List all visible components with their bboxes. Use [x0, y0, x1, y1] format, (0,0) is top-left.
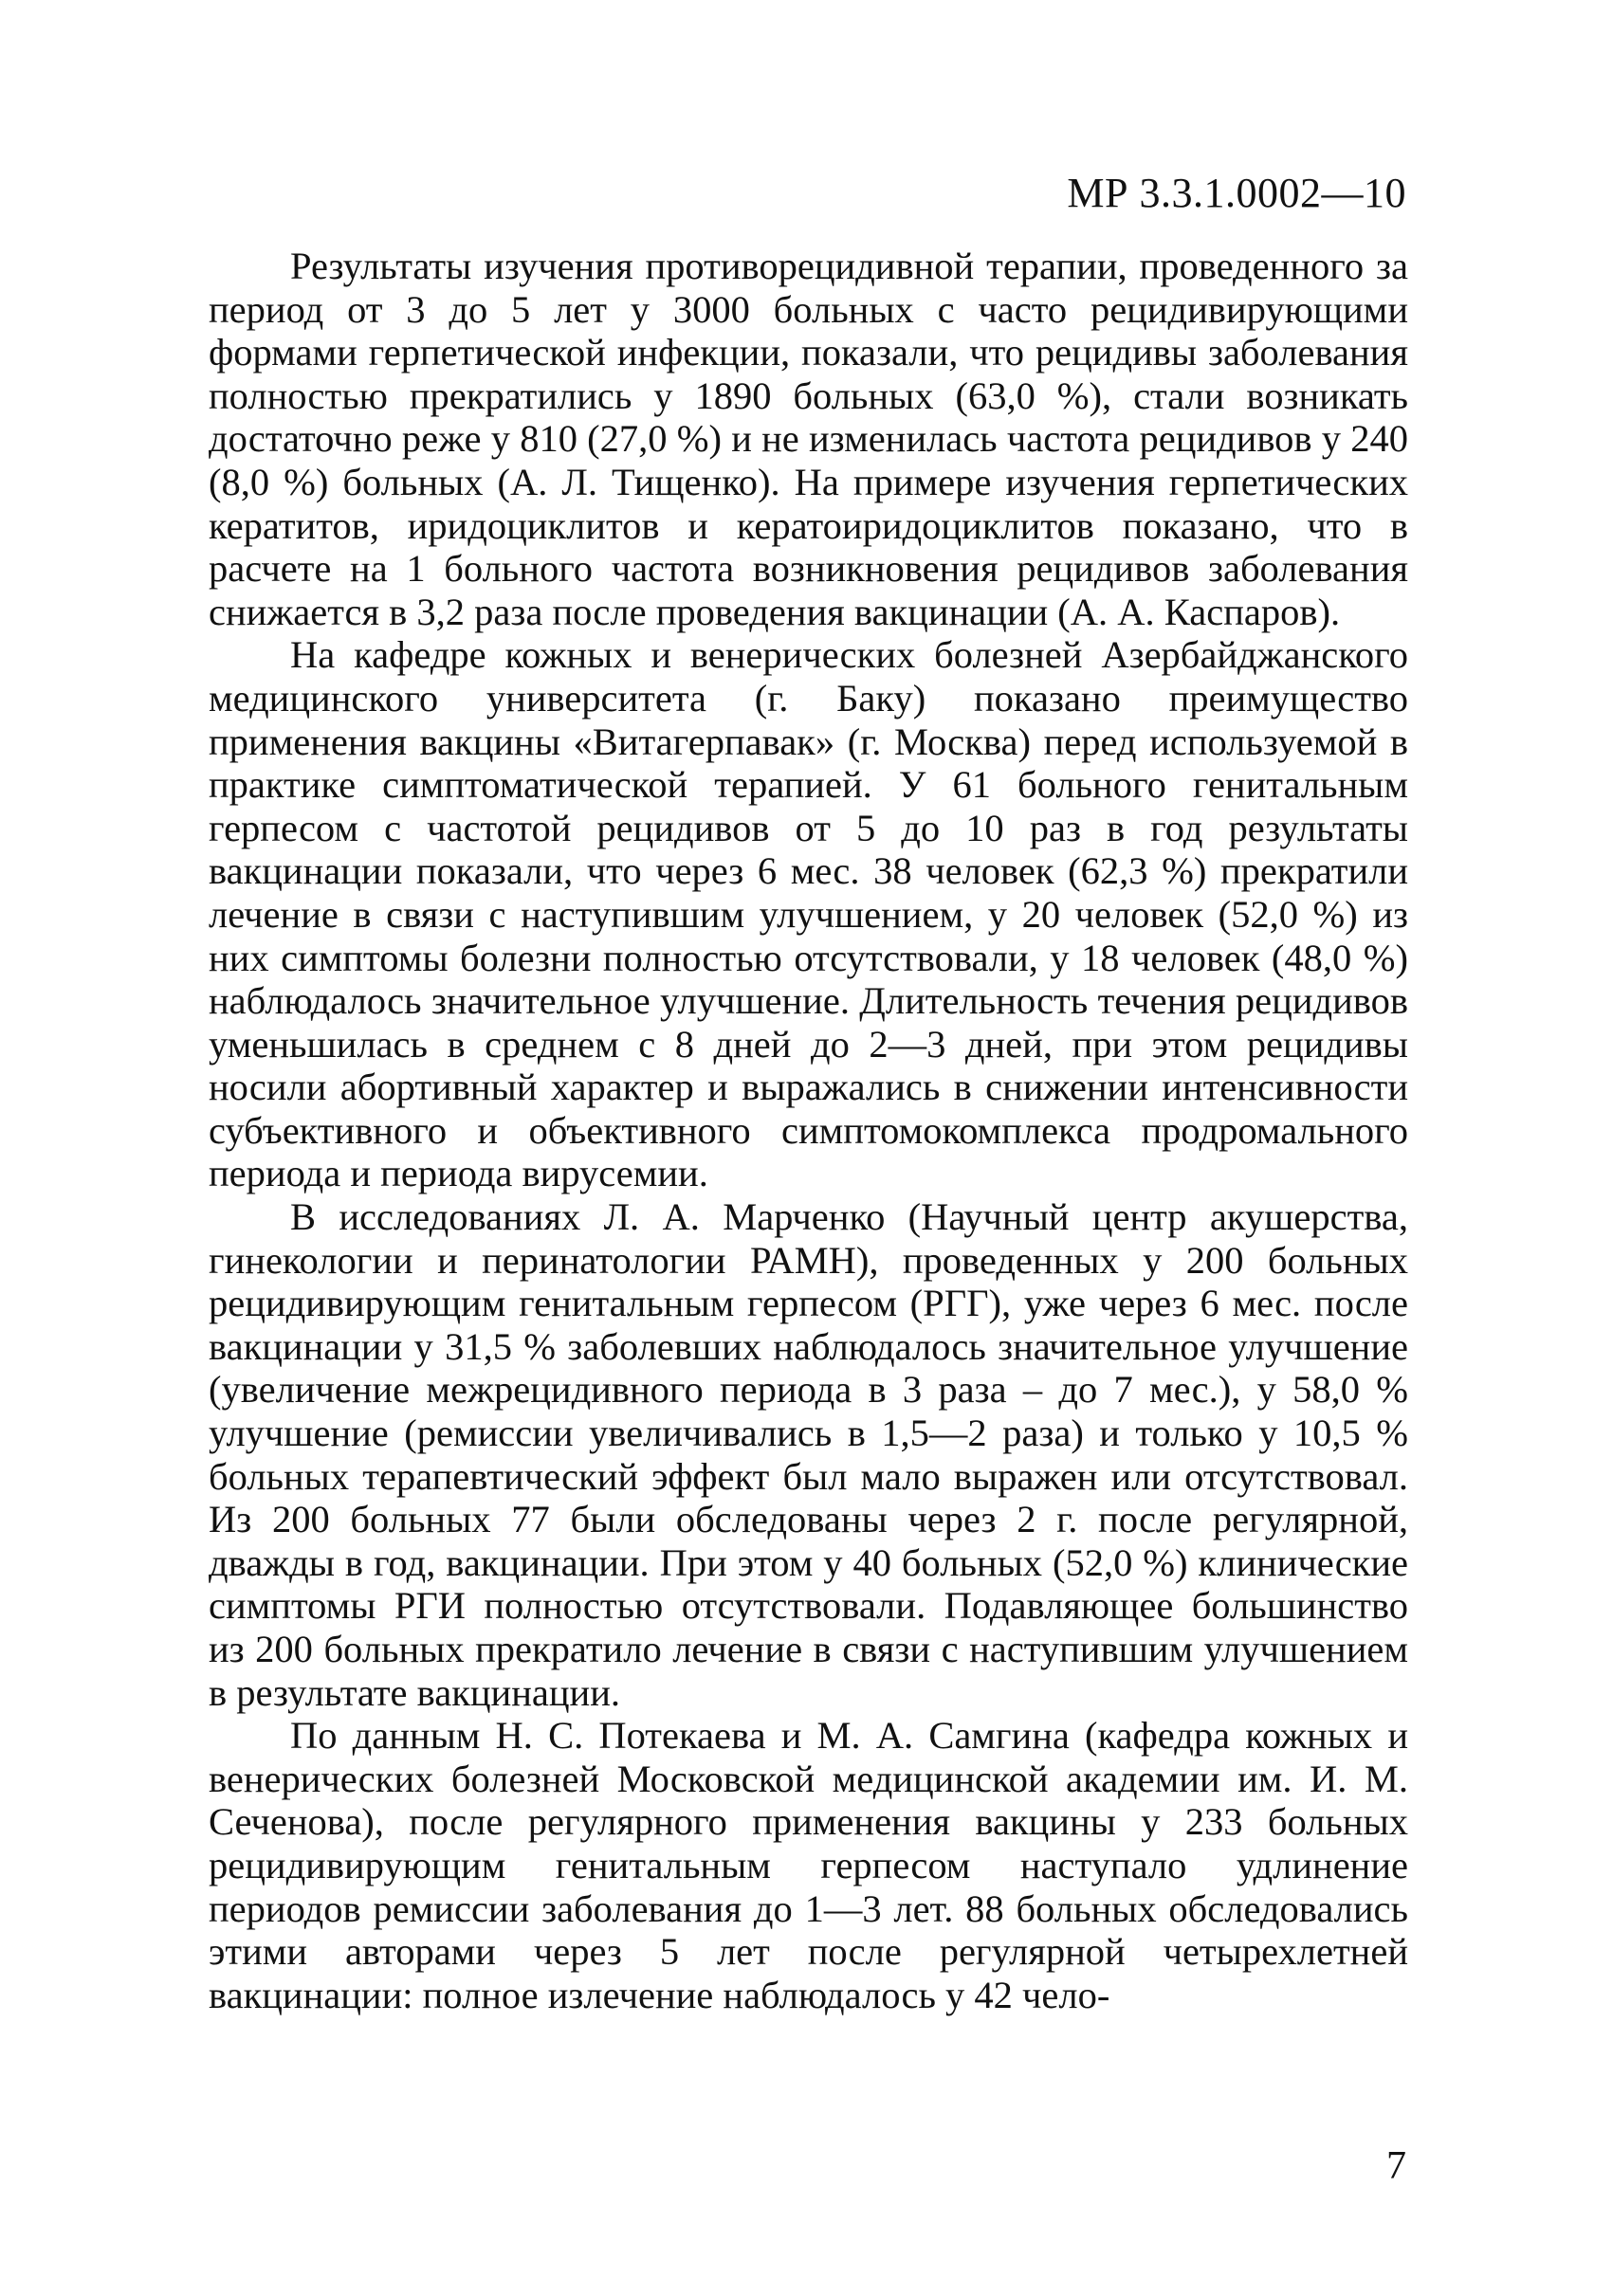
paragraph-potekaev-study: По данным Н. С. Потекаева и М. А. Самгина (кафедра кожных и венерических болезней Московской медицинской академии им. И. М. Сеченова), после регулярного применения вакцины у 233 больных рецидивирующим генитальным герпесом наступало удлинение периодов ремиссии заболевания до 1—3 лет. 88 больных обследовались этими авторами через 5 лет после регулярной четырехлетней вакцинации: полное излечение наблюдалось у 42 чело- [209, 1714, 1408, 2016]
document-code: МР 3.3.1.0002—10 [1067, 170, 1406, 216]
body-text [209, 245, 1408, 2016]
paragraph-marchenko-study: В исследованиях Л. А. Марченко (Научный центр акушерства, гинекологии и перинатологии РАМН), проведенных у 200 больных рецидивирующим генитальным герпесом (РГГ), уже через 6 мес. после вакцинации у 31,5 % заболевших наблюдалось значительное улучшение (увеличение межрецидивного периода в 3 раза – до 7 мес.), у 58,0 % улучшение (ремиссии увеличивались в 1,5—2 раза) и только у 10,5 % больных терапевтический эффект был мало выражен или отсутствовал. Из 200 больных 77 были обследованы через 2 г. после регулярной, дважды в год, вакцинации. При этом у 40 больных (52,0 %) клинические симптомы РГИ полностью отсутствовали. Подавляющее большинство из 200 больных прекратило лечение в связи с наступившим улучшением в результате вакцинации. [209, 1195, 1408, 1714]
paragraph-therapy-results: Результаты изучения противорецидивной терапии, проведенного за период от 3 до 5 лет у 3000 больных с часто рецидивирующими формами герпетической инфекции, показали, что рецидивы заболевания полностью прекратились у 1890 больных (63,0 %), стали возникать достаточно реже у 810 (27,0 %) и не изменилась частота рецидивов у 240 (8,0 %) больных (А. Л. Тищенко). На примере изучения герпетических кератитов, иридоциклитов и кератоиридоциклитов показано, что в расчете на 1 больного частота возникновения рецидивов заболевания снижается в 3,2 раза после проведения вакцинации (А. А. Каспаров). [209, 245, 1408, 633]
paragraph-baku-study: На кафедре кожных и венерических болезней Азербайджанского медицинского университета (г. Баку) показано преимущество применения вакцины «Витагерпавак» (г. Москва) перед используемой в практике симптоматической терапией. У 61 больного генитальным герпесом с частотой рецидивов от 5 до 10 раз в год результаты вакцинации показали, что через 6 мес. 38 человек (62,3 %) прекратили лечение в связи с наступившим улучшением, у 20 человек (52,0 %) из них симптомы болезни полностью отсутствовали, у 18 человек (48,0 %) наблюдалось значительное улучшение. Длительность течения рецидивов уменьшилась в среднем с 8 дней до 2—3 дней, при этом рецидивы носили абортивный характер и выражались в снижении интенсивности субъективного и объективного симптомокомплекса продромального периода и периода вирусемии. [209, 633, 1408, 1195]
page-number: 7 [1386, 2144, 1406, 2188]
